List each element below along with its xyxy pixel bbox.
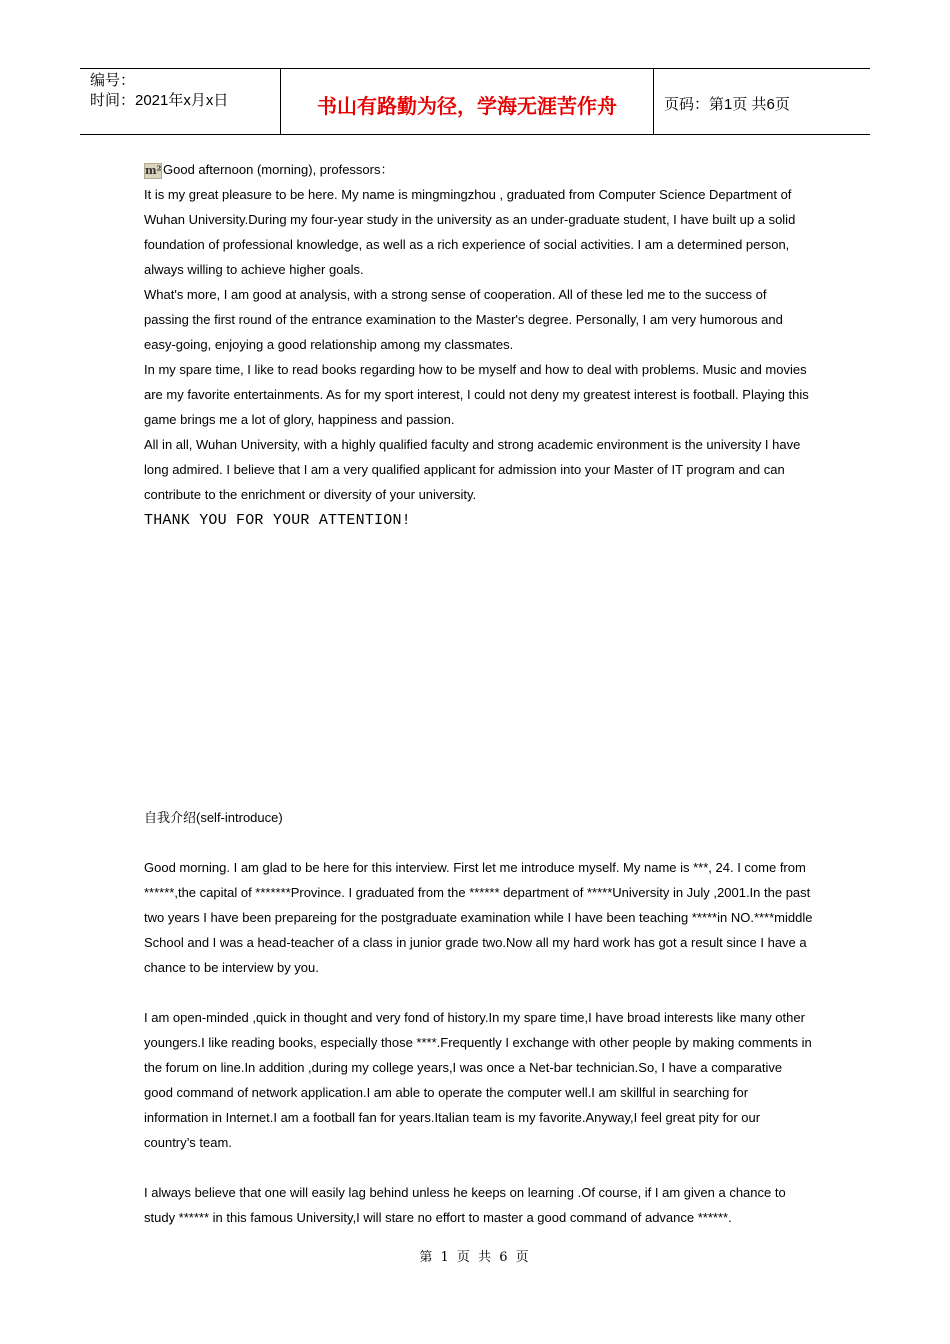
paragraph: I always believe that one will easily lag behind unless he keeps on learning .Of course, if I am given a chance to study ****** in this famous University,I will stare no effort to master a good command of advance ******. bbox=[144, 1185, 786, 1225]
paragraph: It is my great pleasure to be here. My name is mingmingzhou , graduated from Computer Science Department of Wuhan University.During my four-year study in the university as an under-graduate student, I have built up a solid foundation of professional knowledge, as well as a rich experience of social activities. I am a determined person, always willing to achieve higher goals. bbox=[144, 187, 796, 277]
paragraph: Good morning. I am glad to be here for this interview. First let me introduce myself. My name is ***, 24. I come from ******,the capital of *******Province. I graduated from the ****** department of *****University in July ,2001.In the past two years I have been prepareing for the postgraduate examination while I have been teaching *****in NO.****middle School and I was a head-teacher of a class in junior grade two.Now all my hard work has got a result since I have a chance to be interview by you. bbox=[144, 860, 813, 975]
spacer bbox=[144, 1155, 814, 1180]
paragraph: In my spare time, I like to read books regarding how to be myself and how to deal with problems. Music and movies are my favorite entertainments. As for my sport interest, I could not deny my greatest interest is football. Playing this game brings me a lot of glory, happiness and passion. bbox=[144, 362, 809, 427]
paragraph: I am open-minded ,quick in thought and very fond of history.In my spare time,I have broad interests like many other youngers.I like reading books, especially those ****.Frequently I exchange with other people by making comments in the forum on line.In addition ,during my college years,I was once a Net-bar technician.So, I have a comparative good command of network application.I am able to operate the computer well.I am skillful in searching for information in Internet.I am a football fan for years.Italian team is my favorite.Anyway,I feel great pity for our country’s team. bbox=[144, 1010, 812, 1150]
spacer bbox=[144, 830, 814, 855]
spacer bbox=[144, 980, 814, 1005]
number-label: 编号： bbox=[90, 72, 136, 89]
paragraph: All in all, Wuhan University, with a highly qualified faculty and strong academic environment is the university I have long admired. I believe that I am a very qualified applicant for admission into your Master of IT program and can contribute to the enrichment or diversity of your university. bbox=[144, 437, 801, 502]
section-title: 自我介绍(self-introduce) bbox=[144, 810, 283, 825]
motto: 书山有路勤为径，学海无涯苦作舟 bbox=[281, 69, 654, 134]
page-label: 页码：第1页 共6页 bbox=[664, 96, 790, 113]
document-header bbox=[80, 68, 870, 135]
intro-section-2 bbox=[144, 805, 814, 1230]
greeting-line bbox=[144, 157, 814, 182]
m-icon: m² bbox=[145, 164, 162, 177]
header-meta bbox=[80, 69, 281, 134]
greeting: Good afternoon (morning), professors： bbox=[163, 162, 394, 177]
paragraph: What's more, I am good at analysis, with a strong sense of cooperation. All of these led me to the success of passing the first round of the entrance examination to the Master's degree. Personally, I am very humorous and easy-going, enjoying a good relationship among my classmates. bbox=[144, 287, 783, 352]
intro-section-1 bbox=[144, 157, 814, 535]
thanks-line: THANK YOU FOR YOUR ATTENTION! bbox=[144, 512, 411, 529]
time-label: 时间：2021年x月x日 bbox=[90, 92, 229, 109]
page-footer: 第 1 页 共 6 页 bbox=[419, 1250, 531, 1265]
